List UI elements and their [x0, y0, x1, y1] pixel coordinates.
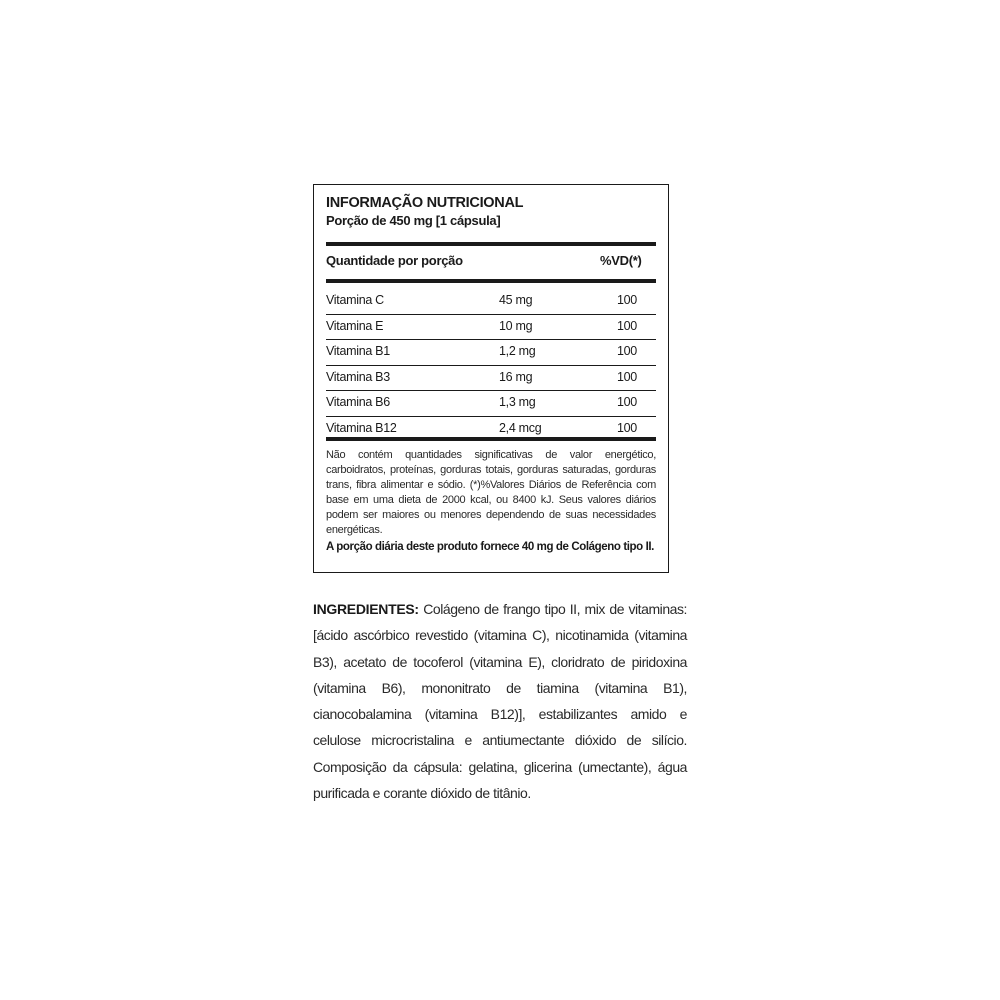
ingredients-label: INGREDIENTES: [313, 601, 419, 617]
nutrient-row [326, 366, 656, 392]
nutrient-amount: 1,2 mg [499, 344, 536, 358]
quantity-header: Quantidade por porção [326, 253, 463, 268]
table-header [326, 253, 656, 273]
ingredients-text: Colágeno de frango tipo II, mix de vitaminas: [ácido ascórbico revestido (vitamina C), nicotinamida (vitamina B3), acetato de tocoferol (vitamina E), cloridrato de piridoxina (vitamina B6), mononitrato de tiamina (vitamina B1), cianocobalamina (vitamina B12)], estabilizantes amido e celulose microcristalina e antiumectante dióxido de silício. Composição da cápsula: gelatina, glicerina (umectante), água purificada e corante dióxido de titânio. [313, 601, 687, 802]
nutrition-facts-panel [313, 184, 669, 573]
nutrient-dv: 100 [617, 420, 637, 435]
nutrient-amount: 2,4 mcg [499, 420, 542, 435]
nutrient-dv: 100 [617, 318, 637, 333]
daily-portion-note: A porção diária deste produto fornece 40 mg de Colágeno tipo II. [326, 541, 654, 553]
nutrient-amount: 16 mg [499, 369, 533, 384]
nutrient-dv: 100 [617, 395, 637, 409]
nutrient-dv: 100 [617, 293, 637, 307]
thick-divider [326, 242, 656, 246]
nutrient-name: Vitamina B3 [326, 369, 390, 384]
ingredients-block [313, 596, 687, 806]
thick-divider [326, 279, 656, 283]
nutrient-name: Vitamina B6 [326, 395, 390, 409]
footnote-text: Não contém quantidades significativas de valor energético, carboidratos, proteínas, gorduras totais, gorduras saturadas, gorduras trans, fibra alimentar e sódio. (*)%Valores Diários de Referência com base em uma dieta de 2000 kcal, ou 8400 kJ. Seus valores diários podem ser maiores ou menores dependendo de suas necessidades energéticas. [326, 449, 656, 536]
nutrient-name: Vitamina E [326, 318, 384, 333]
nutrient-name: Vitamina C [326, 293, 384, 307]
nutrition-title: INFORMAÇÃO NUTRICIONAL [326, 195, 524, 211]
nutrient-amount: 45 mg [499, 293, 533, 307]
nutrient-row [326, 340, 656, 366]
serving-size: Porção de 450 mg [1 cápsula] [326, 213, 501, 228]
nutrient-amount: 10 mg [499, 318, 533, 333]
nutrient-row [326, 391, 656, 417]
nutrient-dv: 100 [617, 344, 637, 358]
daily-value-header: %VD(*) [600, 253, 642, 268]
nutrient-name: Vitamina B12 [326, 420, 397, 435]
nutrient-name: Vitamina B1 [326, 344, 390, 358]
nutrient-amount: 1,3 mg [499, 395, 536, 409]
nutrient-row [326, 315, 656, 341]
nutrient-dv: 100 [617, 369, 637, 384]
nutrient-row [326, 289, 656, 315]
thick-divider [326, 437, 656, 441]
nutrient-list [326, 289, 656, 441]
